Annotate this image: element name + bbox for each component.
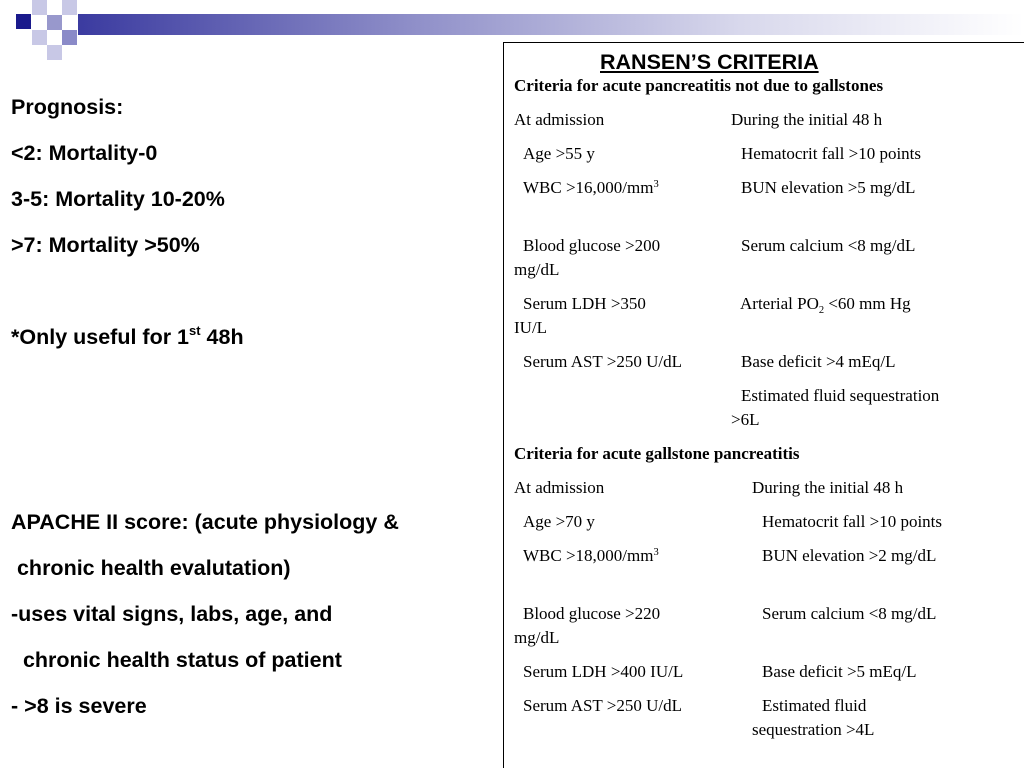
section1-ast: Serum AST >250 U/dL <box>523 352 682 371</box>
mortality-3-5: 3-5: Mortality 10-20% <box>11 187 225 211</box>
apache-line-3: -uses vital signs, labs, age, and <box>11 602 333 626</box>
section2-hematocrit: Hematocrit fall >10 points <box>762 512 943 531</box>
mortality-lt2: <2: Mortality-0 <box>11 141 158 165</box>
apache-line-4: chronic health status of patient <box>11 648 342 672</box>
section1-po2: Arterial $PO_2 <60$ mm Hg <box>740 294 911 316</box>
usefulness-note: *Only useful for 1st 48h <box>11 323 244 349</box>
section2-ast: Serum AST >250 U/dL <box>523 696 682 715</box>
section1-ldh: Serum LDH >350 <box>523 294 646 313</box>
section1-col-left-head: At admission <box>514 110 605 129</box>
section2-age: Age >70 y <box>523 512 595 531</box>
left-column <box>11 0 496 768</box>
apache-line-1: APACHE II score: (acute physiology & <box>11 510 399 534</box>
section2-col-right-head: During the initial 48 h <box>752 478 904 497</box>
section2-heading: Criteria for acute gallstone pancreatitis <box>514 444 800 463</box>
apache-line-2: chronic health evalutation) <box>11 556 291 580</box>
section1-base-deficit: Base deficit >4 mEq/L <box>741 352 896 371</box>
section2-calcium: Serum calcium <8 mg/dL <box>762 604 937 623</box>
section1-ldh-unit: IU/L <box>514 318 548 337</box>
section2-base-deficit: Base deficit >5 mEq/L <box>762 662 917 681</box>
mortality-gt7: >7: Mortality >50% <box>11 233 200 257</box>
section1-col-right-head: During the initial 48 h <box>731 110 883 129</box>
section2-fluid-b: sequestration >4L <box>752 720 875 739</box>
section1-calcium: Serum calcium <8 mg/dL <box>741 236 916 255</box>
section1-bun: BUN elevation >5 mg/dL <box>741 178 916 197</box>
section1-hematocrit: Hematocrit fall >10 points <box>741 144 922 163</box>
apache-line-5: - >8 is severe <box>11 694 147 718</box>
section1-heading: Criteria for acute pancreatitis not due to gallstones <box>514 76 884 95</box>
section1-glucose: Blood glucose >200 <box>523 236 661 255</box>
section2-glucose: Blood glucose >220 <box>523 604 661 623</box>
section2-wbc: WBC $>18,000/mm^3$ <box>523 546 659 565</box>
section2-bun: BUN elevation >2 mg/dL <box>762 546 937 565</box>
section1-glucose-unit: mg/dL <box>514 260 560 279</box>
ranson-title: RANSEN’S CRITERIA <box>600 50 819 74</box>
section2-col-left-head: At admission <box>514 478 605 497</box>
section1-fluid-b: >6L <box>731 410 760 429</box>
section1-fluid-a: Estimated fluid sequestration <box>741 386 940 405</box>
section1-wbc: WBC $>16,000/mm^3$ <box>523 178 659 197</box>
section2-ldh: Serum LDH >400 IU/L <box>523 662 684 681</box>
section2-fluid-a: Estimated fluid <box>762 696 867 715</box>
section1-age: Age >55 y <box>523 144 595 163</box>
prognosis-title: Prognosis: <box>11 95 124 119</box>
section2-glucose-unit: mg/dL <box>514 628 560 647</box>
